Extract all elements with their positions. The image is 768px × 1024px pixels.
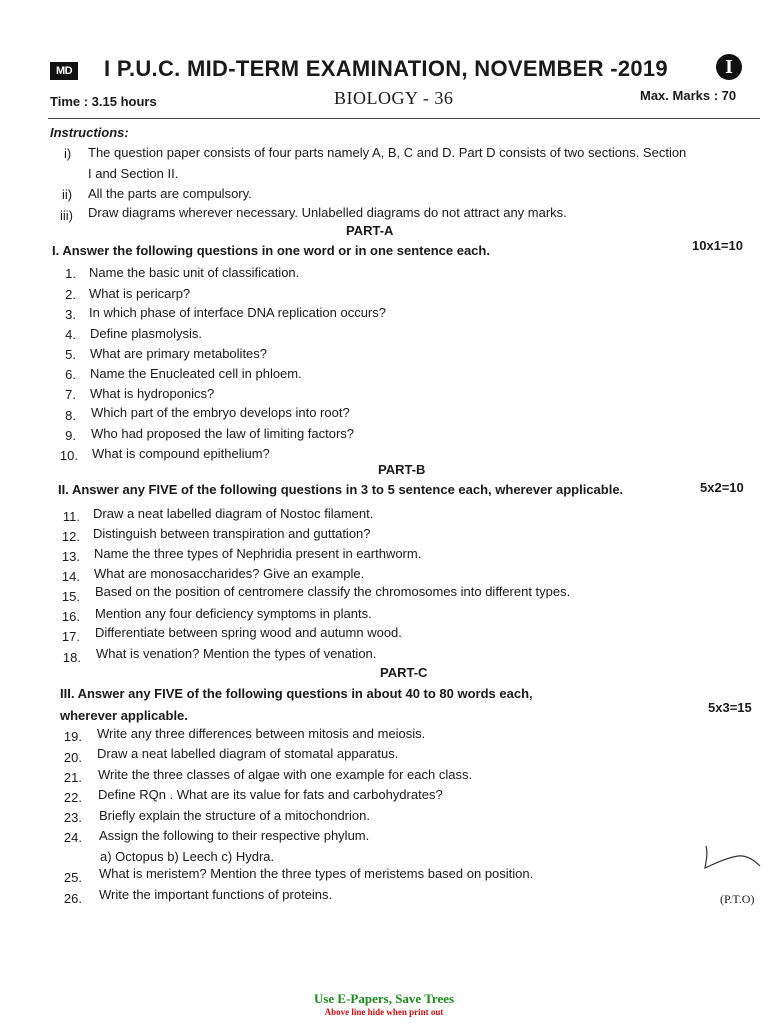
question-text: Draw a neat labelled diagram of Nostoc filament. xyxy=(93,506,374,521)
exam-title: I P.U.C. MID-TERM EXAMINATION, NOVEMBER -2019 xyxy=(104,56,668,81)
question-number: 4. xyxy=(65,327,76,342)
instruction-number: iii) xyxy=(60,208,73,223)
question-number: 10. xyxy=(59,448,78,463)
part-c-section: III. Answer any FIVE of the following questions in about 40 to 80 words each, xyxy=(60,686,533,701)
question-text: What is venation? Mention the types of venation. xyxy=(96,646,377,661)
question-text: Distinguish between transpiration and guttation? xyxy=(93,526,371,541)
question-text: Define plasmolysis. xyxy=(90,326,202,341)
instruction-number: i) xyxy=(64,146,72,161)
instruction-text: The question paper consists of four parts namely A, B, C and D. Part D consists of two sections. Section xyxy=(88,145,687,160)
footer-slogan: Use E-Papers, Save Trees xyxy=(313,991,455,1006)
question-text: Name the Enucleated cell in phloem. xyxy=(90,366,302,381)
question-number: 12. xyxy=(61,529,80,544)
part-a-marks: 10x1=10 xyxy=(692,238,743,253)
question-number: 25. xyxy=(63,870,82,885)
question-text: What is compound epithelium? xyxy=(92,446,270,461)
question-number: 2. xyxy=(65,287,76,302)
question-number: 11. xyxy=(62,509,80,524)
question-number: 21. xyxy=(63,770,82,785)
question-text: Name the basic unit of classification. xyxy=(89,265,300,280)
instruction-number: ii) xyxy=(62,187,73,202)
question-number: 13. xyxy=(61,549,80,564)
handwritten-mark-icon xyxy=(700,840,764,874)
question-number: 9. xyxy=(65,428,76,443)
question-text: Assign the following to their respective phylum. xyxy=(99,828,370,843)
paper-mark-badge: I xyxy=(716,54,742,80)
question-text: Write the three classes of algae with one example for each class. xyxy=(98,767,473,782)
question-text: What is hydroponics? xyxy=(90,386,215,401)
question-number: 8. xyxy=(65,408,76,423)
question-text: Write any three differences between mitosis and meiosis. xyxy=(97,726,426,741)
question-text: What is meristem? Mention the three types of meristems based on position. xyxy=(99,866,534,881)
part-b-title: PART-B xyxy=(378,462,426,477)
exam-subject: BIOLOGY - 36 xyxy=(334,88,454,108)
question-number: 15. xyxy=(61,589,80,604)
question-text: What are monosaccharides? Give an example. xyxy=(94,566,365,581)
question-text: Write the important functions of proteins. xyxy=(99,887,333,902)
question-number: 23. xyxy=(63,810,82,825)
part-b-section: II. Answer any FIVE of the following questions in 3 to 5 sentence each, wherever applicable. xyxy=(58,482,624,497)
header-divider xyxy=(48,118,760,119)
part-a-title: PART-A xyxy=(346,223,394,238)
md-badge: MD xyxy=(50,62,78,80)
question-text: What are primary metabolites? xyxy=(90,346,268,361)
question-number: 22. xyxy=(63,790,82,805)
question-text: Based on the position of centromere classify the chromosomes into different types. xyxy=(95,584,571,599)
footer-note: Above line hide when print out xyxy=(324,1007,444,1017)
part-a-section: I. Answer the following questions in one word or in one sentence each. xyxy=(52,243,490,258)
question-number: 18. xyxy=(62,650,81,665)
question-text: Who had proposed the law of limiting factors? xyxy=(91,426,355,441)
question-number: 5. xyxy=(65,347,76,362)
question-text: Which part of the embryo develops into root? xyxy=(91,405,350,420)
question-text: Define RQn . What are its value for fats and carbohydrates? xyxy=(98,787,443,802)
question-number: 20. xyxy=(63,750,82,765)
question-text: Briefly explain the structure of a mitochondrion. xyxy=(99,808,370,823)
question-text: Name the three types of Nephridia present in earthworm. xyxy=(94,546,422,561)
question-number: 7. xyxy=(65,387,76,402)
question-text: Differentiate between spring wood and autumn wood. xyxy=(95,625,402,640)
question-number: 1. xyxy=(65,266,76,281)
question-text: In which phase of interface DNA replication occurs? xyxy=(89,305,386,320)
instruction-text: All the parts are compulsory. xyxy=(88,186,252,201)
question-subparts: a) Octopus b) Leech c) Hydra. xyxy=(100,849,275,864)
instruction-text: Draw diagrams wherever necessary. Unlabelled diagrams do not attract any marks. xyxy=(88,205,567,220)
question-number: 16. xyxy=(61,609,80,624)
question-number: 17. xyxy=(61,629,80,644)
max-marks: Max. Marks : 70 xyxy=(640,88,737,103)
question-text: Draw a neat labelled diagram of stomatal apparatus. xyxy=(97,746,399,761)
question-number: 19. xyxy=(63,729,82,744)
part-c-title: PART-C xyxy=(380,665,428,680)
question-number: 14. xyxy=(61,569,80,584)
question-text: What is pericarp? xyxy=(89,286,191,301)
question-number: 24. xyxy=(63,830,82,845)
part-b-marks: 5x2=10 xyxy=(700,480,744,495)
part-c-marks: 5x3=15 xyxy=(708,700,752,715)
instruction-text: I and Section II. xyxy=(88,166,179,181)
exam-time: Time : 3.15 hours xyxy=(50,94,157,109)
question-number: 6. xyxy=(65,367,76,382)
question-number: 26. xyxy=(63,891,82,906)
question-number: 3. xyxy=(65,307,76,322)
part-c-section-continued: wherever applicable. xyxy=(60,708,188,723)
page-turn-over: (P.T.O) xyxy=(720,892,755,906)
question-text: Mention any four deficiency symptoms in plants. xyxy=(95,606,372,621)
instructions-heading: Instructions: xyxy=(50,125,129,140)
